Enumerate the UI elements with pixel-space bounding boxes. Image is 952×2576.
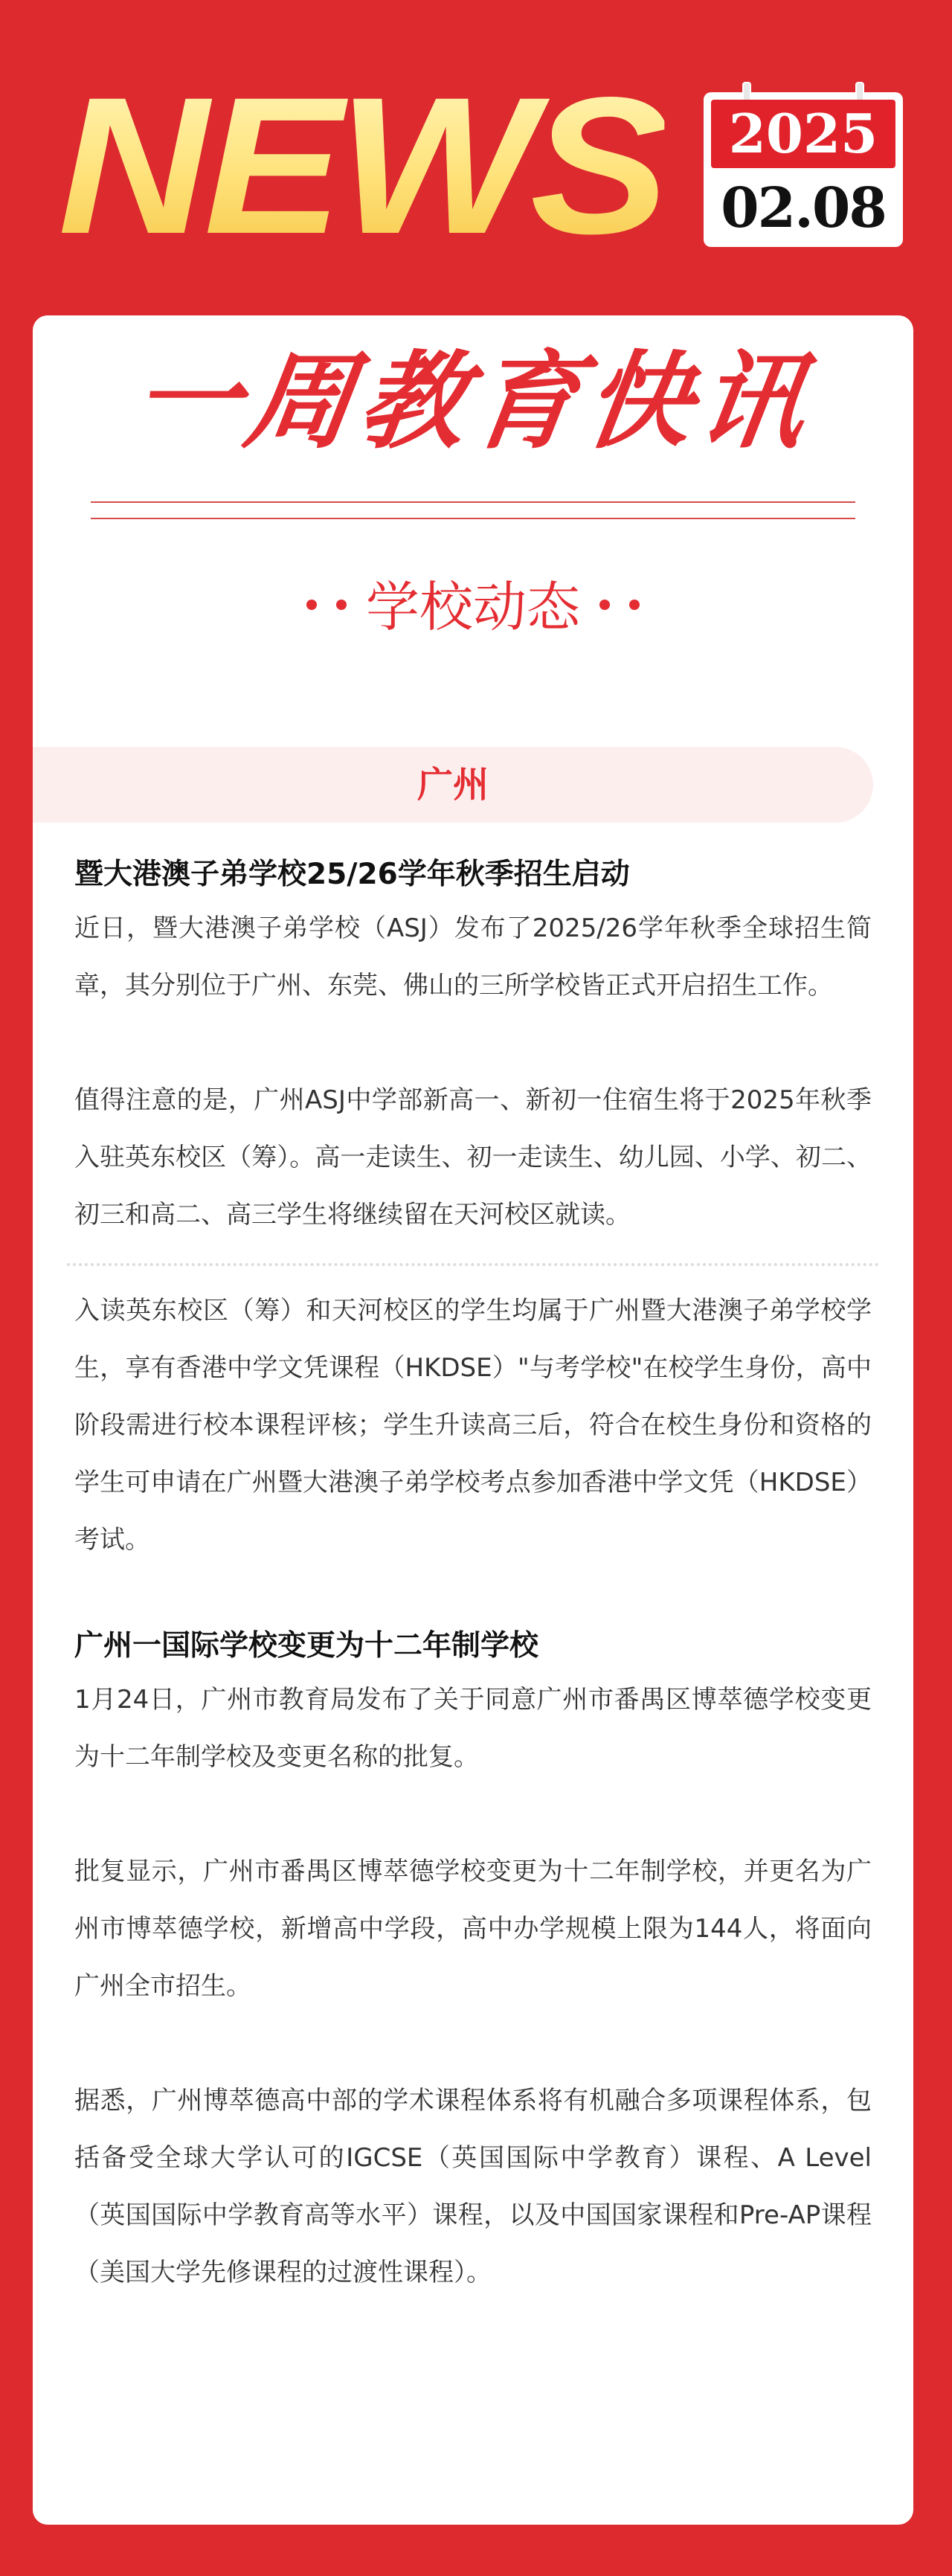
article-list xyxy=(74,851,872,2302)
region-label: 广州 xyxy=(33,747,873,823)
news-wordmark: NEWS xyxy=(58,57,665,274)
article xyxy=(74,1622,872,2302)
calendar-year: 2025 xyxy=(711,100,895,168)
article-paragraph: 据悉，广州博萃德高中部的学术课程体系将有机融合多项课程体系，包括备受全球大学认可的IGCSE（英国国际中学教育）课程、A Level（英国国际中学教育高等水平）课程，以及中国国家课程和Pre-AP课程（美国大学先修课程的过渡性课程）。 xyxy=(74,2086,872,2287)
date-calendar-card xyxy=(704,92,903,247)
page-title: 一周教育快讯 xyxy=(125,341,821,463)
article-paragraph: 批复显示，广州市番禺区博萃德学校变更为十二年制学校，并更名为广州市博萃德学校，新增高中学段，高中办学规模上限为144人，将面向广州全市招生。 xyxy=(74,1857,872,2001)
article-paragraph: 入读英东校区（筹）和天河校区的学生均属于广州暨大港澳子弟学校学生，享有香港中学文凭课程（HKDSE）"与考学校"在校学生身份，高中阶段需进行校本课程评核；学生升读高三后，符合在校生身份和资格的学生可申请在广州暨大港澳子弟学校考点参加香港中学文凭（HKDSE）考试。 xyxy=(74,1296,872,1555)
article-paragraph: 值得注意的是，广州ASJ中学部新高一、新初一住宿生将于2025年秋季入驻英东校区（筹）。高一走读生、初一走读生、幼儿园、小学、初二、初三和高二、高三学生将继续留在天河校区就读。 xyxy=(74,1085,872,1230)
calendar-date: 02.08 xyxy=(721,176,886,240)
dotted-divider xyxy=(67,1263,879,1266)
bullet-dot-icon xyxy=(306,600,317,610)
bullet-dot-icon xyxy=(599,600,610,610)
article-paragraph: 近日，暨大港澳子弟学校（ASJ）发布了2025/26学年秋季全球招生简章，其分别位于广州、东莞、佛山的三所学校皆正式开启招生工作。 xyxy=(74,913,872,1000)
section-heading xyxy=(33,576,913,638)
title-divider-top xyxy=(91,501,855,503)
content-card xyxy=(33,315,913,2525)
title-divider-bottom xyxy=(91,518,855,519)
bullet-dot-icon xyxy=(629,600,640,610)
article-headline: 广州一国际学校变更为十二年制学校 xyxy=(74,1629,539,1663)
article-headline: 暨大港澳子弟学校25/26学年秋季招生启动 xyxy=(74,858,630,891)
article-paragraph: 1月24日，广州市教育局发布了关于同意广州市番禺区博萃德学校变更为十二年制学校及变更名称的批复。 xyxy=(74,1685,872,1772)
bullet-dot-icon xyxy=(336,600,347,610)
article xyxy=(74,851,872,1569)
section-heading-text: 学校动态 xyxy=(365,576,580,638)
page-header xyxy=(0,0,952,312)
